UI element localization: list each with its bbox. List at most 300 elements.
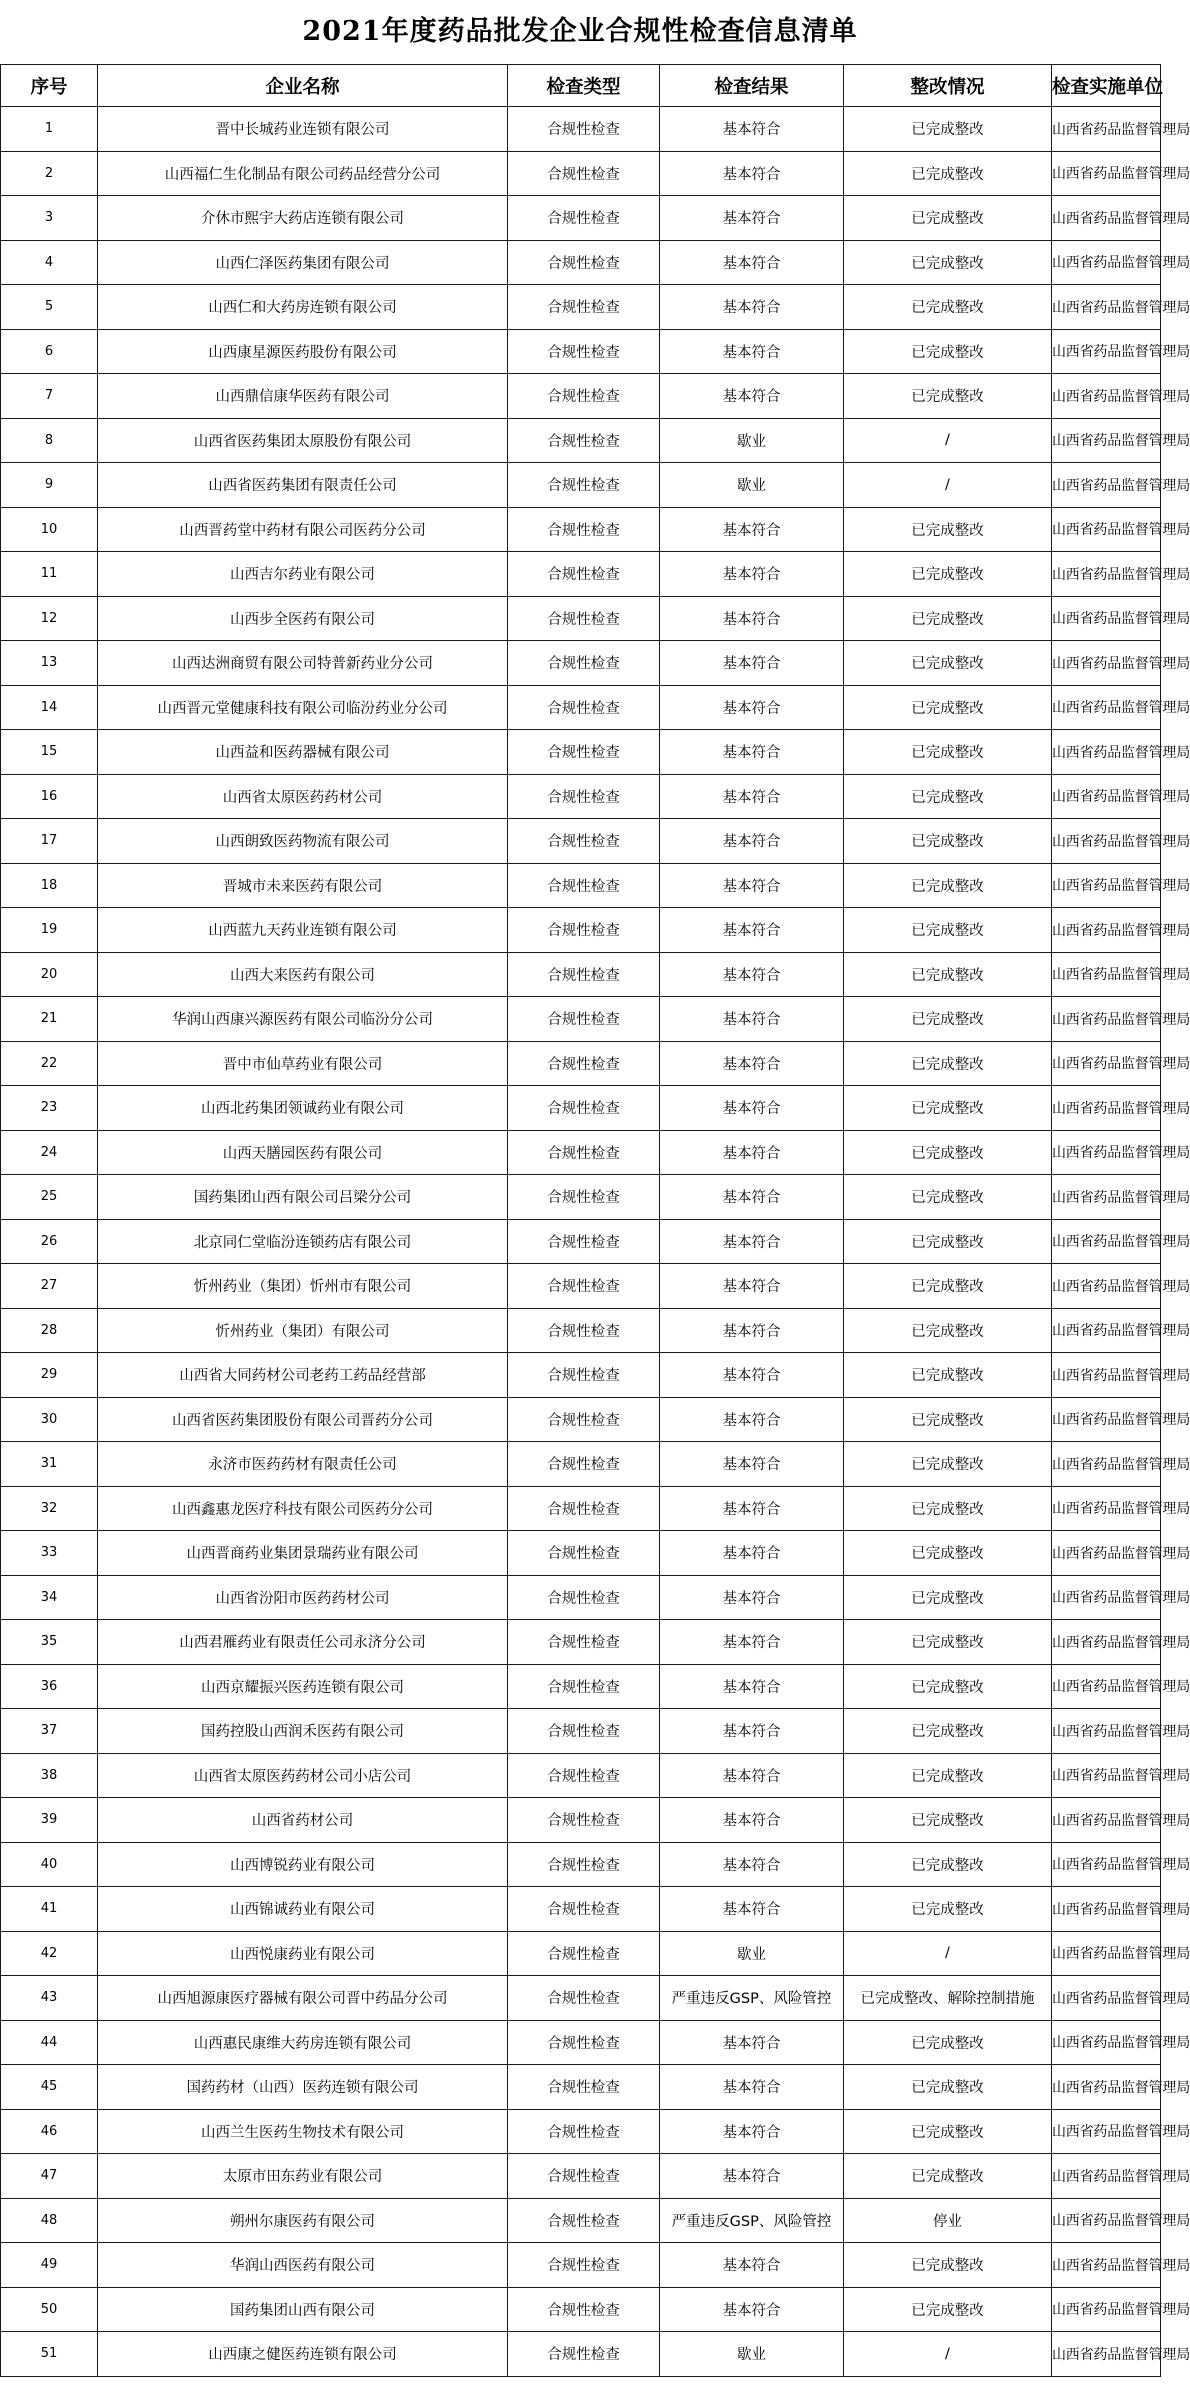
cell-inspection-result: 歇业 xyxy=(660,1931,844,1976)
table-row xyxy=(1,1219,1161,1264)
table-row xyxy=(1,2332,1161,2377)
cell-inspecting-unit: 山西省药品监督管理局 xyxy=(1052,374,1161,419)
cell-company-name: 山西仁和大药房连锁有限公司 xyxy=(98,285,508,330)
cell-inspecting-unit: 山西省药品监督管理局 xyxy=(1052,1976,1161,2021)
cell-index: 34 xyxy=(1,1575,98,1620)
cell-index: 38 xyxy=(1,1753,98,1798)
cell-index: 4 xyxy=(1,240,98,285)
cell-inspection-type: 合规性检查 xyxy=(508,1664,660,1709)
table-row xyxy=(1,1664,1161,1709)
cell-rectification: 已完成整改 xyxy=(844,1130,1052,1175)
cell-inspection-result: 基本符合 xyxy=(660,952,844,997)
cell-rectification: / xyxy=(844,418,1052,463)
cell-rectification: 已完成整改 xyxy=(844,507,1052,552)
cell-inspection-type: 合规性检查 xyxy=(508,2287,660,2332)
inspection-table xyxy=(0,64,1190,2377)
cell-inspecting-unit: 山西省药品监督管理局 xyxy=(1052,1130,1161,1175)
cell-company-name: 山西蓝九天药业连锁有限公司 xyxy=(98,908,508,953)
cell-inspection-type: 合规性检查 xyxy=(508,1842,660,1887)
cell-inspecting-unit: 山西省药品监督管理局 xyxy=(1052,863,1161,908)
cell-inspection-type: 合规性检查 xyxy=(508,463,660,508)
cell-rectification: 已完成整改 xyxy=(844,819,1052,864)
cell-inspection-result: 歇业 xyxy=(660,2332,844,2377)
cell-company-name: 国药药材（山西）医药连锁有限公司 xyxy=(98,2065,508,2110)
cell-rectification: 已完成整改 xyxy=(844,1709,1052,1754)
cell-company-name: 山西锦诚药业有限公司 xyxy=(98,1887,508,1932)
cell-inspecting-unit: 山西省药品监督管理局 xyxy=(1052,952,1161,997)
cell-inspection-result: 基本符合 xyxy=(660,2109,844,2154)
header-rectification: 整改情况 xyxy=(844,65,1052,107)
cell-rectification: 已完成整改 xyxy=(844,730,1052,775)
table-header-row xyxy=(1,65,1161,107)
cell-inspection-type: 合规性检查 xyxy=(508,1219,660,1264)
cell-company-name: 山西省汾阳市医药药材公司 xyxy=(98,1575,508,1620)
table-row xyxy=(1,418,1161,463)
cell-rectification: / xyxy=(844,1931,1052,1976)
cell-index: 9 xyxy=(1,463,98,508)
cell-index: 47 xyxy=(1,2154,98,2199)
cell-inspection-result: 基本符合 xyxy=(660,1086,844,1131)
header-inspection-result: 检查结果 xyxy=(660,65,844,107)
cell-inspecting-unit: 山西省药品监督管理局 xyxy=(1052,2154,1161,2199)
cell-company-name: 山西北药集团领诚药业有限公司 xyxy=(98,1086,508,1131)
cell-index: 20 xyxy=(1,952,98,997)
cell-inspection-result: 基本符合 xyxy=(660,507,844,552)
cell-inspecting-unit: 山西省药品监督管理局 xyxy=(1052,1798,1161,1843)
cell-index: 27 xyxy=(1,1264,98,1309)
cell-inspection-result: 基本符合 xyxy=(660,774,844,819)
cell-inspection-result: 基本符合 xyxy=(660,2287,844,2332)
cell-inspection-type: 合规性检查 xyxy=(508,641,660,686)
cell-inspection-result: 歇业 xyxy=(660,463,844,508)
table-row xyxy=(1,374,1161,419)
cell-company-name: 华润山西医药有限公司 xyxy=(98,2243,508,2288)
cell-inspection-type: 合规性检查 xyxy=(508,1086,660,1131)
cell-rectification: 已完成整改 xyxy=(844,2065,1052,2110)
cell-rectification: 已完成整改 xyxy=(844,1664,1052,1709)
cell-index: 45 xyxy=(1,2065,98,2110)
cell-inspection-type: 合规性检查 xyxy=(508,2198,660,2243)
cell-rectification: 已完成整改 xyxy=(844,1397,1052,1442)
cell-index: 21 xyxy=(1,997,98,1042)
cell-company-name: 山西步全医药有限公司 xyxy=(98,596,508,641)
cell-rectification: / xyxy=(844,463,1052,508)
cell-company-name: 山西康之健医药连锁有限公司 xyxy=(98,2332,508,2377)
cell-inspection-result: 基本符合 xyxy=(660,685,844,730)
cell-company-name: 山西省药材公司 xyxy=(98,1798,508,1843)
cell-inspection-result: 基本符合 xyxy=(660,2243,844,2288)
cell-index: 6 xyxy=(1,329,98,374)
cell-inspecting-unit: 山西省药品监督管理局 xyxy=(1052,819,1161,864)
cell-inspection-result: 歇业 xyxy=(660,418,844,463)
cell-index: 24 xyxy=(1,1130,98,1175)
cell-company-name: 山西省太原医药药材公司小店公司 xyxy=(98,1753,508,1798)
cell-inspection-type: 合规性检查 xyxy=(508,2154,660,2199)
cell-company-name: 忻州药业（集团）有限公司 xyxy=(98,1308,508,1353)
cell-inspection-type: 合规性检查 xyxy=(508,774,660,819)
cell-rectification: 已完成整改 xyxy=(844,196,1052,241)
table-row xyxy=(1,196,1161,241)
table-row xyxy=(1,329,1161,374)
cell-inspecting-unit: 山西省药品监督管理局 xyxy=(1052,329,1161,374)
cell-rectification: 已完成整改 xyxy=(844,774,1052,819)
cell-rectification: 已完成整改 xyxy=(844,1308,1052,1353)
cell-inspecting-unit: 山西省药品监督管理局 xyxy=(1052,2287,1161,2332)
cell-rectification: 已完成整改 xyxy=(844,1486,1052,1531)
cell-rectification: 已完成整改 xyxy=(844,1041,1052,1086)
cell-index: 50 xyxy=(1,2287,98,2332)
cell-inspection-type: 合规性检查 xyxy=(508,1442,660,1487)
cell-index: 23 xyxy=(1,1086,98,1131)
cell-rectification: 已完成整改 xyxy=(844,685,1052,730)
table-row xyxy=(1,1041,1161,1086)
header-inspection-type: 检查类型 xyxy=(508,65,660,107)
table-row xyxy=(1,1709,1161,1754)
cell-inspection-type: 合规性检查 xyxy=(508,1531,660,1576)
cell-company-name: 太原市田东药业有限公司 xyxy=(98,2154,508,2199)
cell-company-name: 山西大来医药有限公司 xyxy=(98,952,508,997)
cell-rectification: 已完成整改 xyxy=(844,2020,1052,2065)
table-row xyxy=(1,952,1161,997)
cell-rectification: 已完成整改 xyxy=(844,1620,1052,1665)
cell-inspection-result: 基本符合 xyxy=(660,997,844,1042)
table-row xyxy=(1,1130,1161,1175)
cell-inspection-result: 基本符合 xyxy=(660,596,844,641)
cell-inspecting-unit: 山西省药品监督管理局 xyxy=(1052,1086,1161,1131)
cell-inspection-type: 合规性检查 xyxy=(508,1887,660,1932)
cell-inspecting-unit: 山西省药品监督管理局 xyxy=(1052,2243,1161,2288)
cell-company-name: 晋中长城药业连锁有限公司 xyxy=(98,107,508,152)
cell-inspection-type: 合规性检查 xyxy=(508,1041,660,1086)
table-row xyxy=(1,2109,1161,2154)
cell-rectification: 已完成整改 xyxy=(844,1798,1052,1843)
cell-inspecting-unit: 山西省药品监督管理局 xyxy=(1052,596,1161,641)
table-row xyxy=(1,1397,1161,1442)
cell-inspection-result: 基本符合 xyxy=(660,329,844,374)
cell-inspection-result: 基本符合 xyxy=(660,151,844,196)
cell-inspecting-unit: 山西省药品监督管理局 xyxy=(1052,1353,1161,1398)
cell-inspection-type: 合规性检查 xyxy=(508,1130,660,1175)
table-row xyxy=(1,1442,1161,1487)
cell-index: 11 xyxy=(1,552,98,597)
cell-company-name: 山西天膳园医药有限公司 xyxy=(98,1130,508,1175)
table-row xyxy=(1,908,1161,953)
cell-inspecting-unit: 山西省药品监督管理局 xyxy=(1052,1709,1161,1754)
cell-rectification: 已完成整改 xyxy=(844,1887,1052,1932)
cell-company-name: 山西朗致医药物流有限公司 xyxy=(98,819,508,864)
cell-index: 44 xyxy=(1,2020,98,2065)
cell-inspection-result: 基本符合 xyxy=(660,1353,844,1398)
header-company-name: 企业名称 xyxy=(98,65,508,107)
cell-inspection-type: 合规性检查 xyxy=(508,285,660,330)
cell-rectification: 已完成整改 xyxy=(844,1842,1052,1887)
cell-company-name: 山西省医药集团太原股份有限公司 xyxy=(98,418,508,463)
cell-inspection-type: 合规性检查 xyxy=(508,863,660,908)
table-row xyxy=(1,863,1161,908)
cell-inspection-type: 合规性检查 xyxy=(508,1308,660,1353)
cell-inspection-type: 合规性检查 xyxy=(508,1397,660,1442)
cell-inspection-type: 合规性检查 xyxy=(508,685,660,730)
cell-rectification: 已完成整改 xyxy=(844,997,1052,1042)
cell-rectification: 已完成整改 xyxy=(844,1175,1052,1220)
cell-inspecting-unit: 山西省药品监督管理局 xyxy=(1052,1041,1161,1086)
cell-rectification: 已完成整改 xyxy=(844,1086,1052,1131)
cell-inspecting-unit: 山西省药品监督管理局 xyxy=(1052,1664,1161,1709)
cell-inspection-result: 基本符合 xyxy=(660,1753,844,1798)
cell-company-name: 山西晋药堂中药材有限公司医药分公司 xyxy=(98,507,508,552)
cell-inspecting-unit: 山西省药品监督管理局 xyxy=(1052,151,1161,196)
cell-company-name: 山西康星源医药股份有限公司 xyxy=(98,329,508,374)
cell-company-name: 永济市医药药材有限责任公司 xyxy=(98,1442,508,1487)
cell-rectification: 已完成整改 xyxy=(844,1531,1052,1576)
cell-inspection-result: 基本符合 xyxy=(660,240,844,285)
cell-inspection-type: 合规性检查 xyxy=(508,552,660,597)
cell-company-name: 山西旭源康医疗器械有限公司晋中药品分公司 xyxy=(98,1976,508,2021)
cell-index: 42 xyxy=(1,1931,98,1976)
cell-company-name: 国药集团山西有限公司吕梁分公司 xyxy=(98,1175,508,1220)
cell-inspection-type: 合规性检查 xyxy=(508,418,660,463)
cell-inspecting-unit: 山西省药品监督管理局 xyxy=(1052,240,1161,285)
table-row xyxy=(1,1086,1161,1131)
cell-inspection-result: 基本符合 xyxy=(660,1887,844,1932)
cell-inspection-result: 基本符合 xyxy=(660,1842,844,1887)
cell-inspecting-unit: 山西省药品监督管理局 xyxy=(1052,507,1161,552)
table-row xyxy=(1,596,1161,641)
cell-company-name: 山西晋元堂健康科技有限公司临汾药业分公司 xyxy=(98,685,508,730)
table-row xyxy=(1,685,1161,730)
cell-index: 7 xyxy=(1,374,98,419)
cell-index: 17 xyxy=(1,819,98,864)
cell-company-name: 山西省医药集团有限责任公司 xyxy=(98,463,508,508)
table-row xyxy=(1,285,1161,330)
cell-company-name: 山西达洲商贸有限公司特普新药业分公司 xyxy=(98,641,508,686)
cell-inspection-type: 合规性检查 xyxy=(508,329,660,374)
cell-inspecting-unit: 山西省药品监督管理局 xyxy=(1052,1620,1161,1665)
cell-company-name: 山西福仁生化制品有限公司药品经营分公司 xyxy=(98,151,508,196)
cell-rectification: 已完成整改 xyxy=(844,1575,1052,1620)
cell-inspecting-unit: 山西省药品监督管理局 xyxy=(1052,1219,1161,1264)
cell-inspection-type: 合规性检查 xyxy=(508,507,660,552)
cell-inspection-type: 合规性检查 xyxy=(508,596,660,641)
table-row xyxy=(1,1531,1161,1576)
table-row xyxy=(1,2287,1161,2332)
cell-inspecting-unit: 山西省药品监督管理局 xyxy=(1052,1575,1161,1620)
cell-rectification: 已完成整改 xyxy=(844,374,1052,419)
cell-inspection-type: 合规性检查 xyxy=(508,374,660,419)
cell-index: 16 xyxy=(1,774,98,819)
cell-index: 15 xyxy=(1,730,98,775)
cell-inspecting-unit: 山西省药品监督管理局 xyxy=(1052,1397,1161,1442)
cell-inspection-type: 合规性检查 xyxy=(508,1709,660,1754)
cell-inspection-result: 基本符合 xyxy=(660,1264,844,1309)
cell-inspection-result: 基本符合 xyxy=(660,1531,844,1576)
cell-index: 5 xyxy=(1,285,98,330)
cell-index: 3 xyxy=(1,196,98,241)
cell-rectification: 已完成整改 xyxy=(844,2243,1052,2288)
table-row xyxy=(1,1575,1161,1620)
table-row xyxy=(1,240,1161,285)
cell-inspection-result: 基本符合 xyxy=(660,1442,844,1487)
cell-inspection-result: 基本符合 xyxy=(660,1308,844,1353)
cell-rectification: 停业 xyxy=(844,2198,1052,2243)
cell-index: 22 xyxy=(1,1041,98,1086)
cell-inspecting-unit: 山西省药品监督管理局 xyxy=(1052,1931,1161,1976)
cell-inspection-type: 合规性检查 xyxy=(508,1486,660,1531)
cell-company-name: 山西京耀振兴医药连锁有限公司 xyxy=(98,1664,508,1709)
cell-inspecting-unit: 山西省药品监督管理局 xyxy=(1052,552,1161,597)
page-title: 2021年度药品批发企业合规性检查信息清单 xyxy=(302,16,858,47)
cell-inspection-type: 合规性检查 xyxy=(508,107,660,152)
cell-rectification: 已完成整改 xyxy=(844,908,1052,953)
cell-index: 51 xyxy=(1,2332,98,2377)
cell-company-name: 山西兰生医药生物技术有限公司 xyxy=(98,2109,508,2154)
cell-rectification: 已完成整改 xyxy=(844,1753,1052,1798)
cell-company-name: 山西鼎信康华医药有限公司 xyxy=(98,374,508,419)
cell-inspection-result: 基本符合 xyxy=(660,374,844,419)
cell-index: 28 xyxy=(1,1308,98,1353)
cell-inspecting-unit: 山西省药品监督管理局 xyxy=(1052,2198,1161,2243)
cell-index: 36 xyxy=(1,1664,98,1709)
cell-rectification: 已完成整改 xyxy=(844,2287,1052,2332)
cell-inspection-type: 合规性检查 xyxy=(508,997,660,1042)
cell-inspecting-unit: 山西省药品监督管理局 xyxy=(1052,997,1161,1042)
cell-inspecting-unit: 山西省药品监督管理局 xyxy=(1052,2109,1161,2154)
cell-inspection-result: 基本符合 xyxy=(660,1798,844,1843)
cell-inspection-result: 基本符合 xyxy=(660,1575,844,1620)
cell-inspection-type: 合规性检查 xyxy=(508,151,660,196)
cell-rectification: / xyxy=(844,2332,1052,2377)
cell-index: 26 xyxy=(1,1219,98,1264)
cell-index: 12 xyxy=(1,596,98,641)
cell-inspection-type: 合规性检查 xyxy=(508,819,660,864)
cell-index: 40 xyxy=(1,1842,98,1887)
cell-company-name: 忻州药业（集团）忻州市有限公司 xyxy=(98,1264,508,1309)
cell-inspection-result: 基本符合 xyxy=(660,1175,844,1220)
cell-inspection-result: 基本符合 xyxy=(660,1219,844,1264)
cell-index: 41 xyxy=(1,1887,98,1932)
cell-index: 1 xyxy=(1,107,98,152)
cell-inspection-type: 合规性检查 xyxy=(508,1264,660,1309)
cell-company-name: 山西鑫惠龙医疗科技有限公司医药分公司 xyxy=(98,1486,508,1531)
cell-rectification: 已完成整改 xyxy=(844,2109,1052,2154)
cell-company-name: 北京同仁堂临汾连锁药店有限公司 xyxy=(98,1219,508,1264)
cell-rectification: 已完成整改 xyxy=(844,1264,1052,1309)
cell-inspecting-unit: 山西省药品监督管理局 xyxy=(1052,641,1161,686)
cell-index: 14 xyxy=(1,685,98,730)
cell-inspection-type: 合规性检查 xyxy=(508,1976,660,2021)
cell-inspecting-unit: 山西省药品监督管理局 xyxy=(1052,1308,1161,1353)
cell-inspection-result: 基本符合 xyxy=(660,641,844,686)
cell-inspection-type: 合规性检查 xyxy=(508,2332,660,2377)
cell-index: 18 xyxy=(1,863,98,908)
cell-inspecting-unit: 山西省药品监督管理局 xyxy=(1052,1486,1161,1531)
cell-inspection-result: 基本符合 xyxy=(660,1130,844,1175)
cell-inspection-result: 基本符合 xyxy=(660,2154,844,2199)
table-row xyxy=(1,463,1161,508)
cell-inspection-result: 严重违反GSP、风险管控 xyxy=(660,2198,844,2243)
cell-inspection-type: 合规性检查 xyxy=(508,2020,660,2065)
table-row xyxy=(1,552,1161,597)
cell-rectification: 已完成整改 xyxy=(844,952,1052,997)
cell-company-name: 华润山西康兴源医药有限公司临汾分公司 xyxy=(98,997,508,1042)
table-row xyxy=(1,1887,1161,1932)
cell-company-name: 晋城市未来医药有限公司 xyxy=(98,863,508,908)
cell-rectification: 已完成整改、解除控制措施 xyxy=(844,1976,1052,2021)
cell-rectification: 已完成整改 xyxy=(844,285,1052,330)
cell-company-name: 山西晋商药业集团景瑞药业有限公司 xyxy=(98,1531,508,1576)
cell-company-name: 介休市熙宇大药店连锁有限公司 xyxy=(98,196,508,241)
cell-rectification: 已完成整改 xyxy=(844,329,1052,374)
cell-company-name: 山西省大同药材公司老药工药品经营部 xyxy=(98,1353,508,1398)
cell-inspection-type: 合规性检查 xyxy=(508,952,660,997)
cell-inspection-type: 合规性检查 xyxy=(508,1175,660,1220)
cell-inspecting-unit: 山西省药品监督管理局 xyxy=(1052,2332,1161,2377)
cell-inspection-type: 合规性检查 xyxy=(508,1931,660,1976)
cell-rectification: 已完成整改 xyxy=(844,1219,1052,1264)
cell-company-name: 山西博锐药业有限公司 xyxy=(98,1842,508,1887)
cell-index: 31 xyxy=(1,1442,98,1487)
cell-company-name: 山西省医药集团股份有限公司晋药分公司 xyxy=(98,1397,508,1442)
cell-company-name: 山西惠民康维大药房连锁有限公司 xyxy=(98,2020,508,2065)
table-row xyxy=(1,774,1161,819)
cell-rectification: 已完成整改 xyxy=(844,596,1052,641)
cell-inspecting-unit: 山西省药品监督管理局 xyxy=(1052,774,1161,819)
cell-company-name: 国药控股山西润禾医药有限公司 xyxy=(98,1709,508,1754)
table-row xyxy=(1,1486,1161,1531)
cell-inspection-type: 合规性检查 xyxy=(508,1620,660,1665)
cell-inspection-result: 基本符合 xyxy=(660,2065,844,2110)
table-row xyxy=(1,997,1161,1042)
cell-index: 10 xyxy=(1,507,98,552)
cell-rectification: 已完成整改 xyxy=(844,240,1052,285)
cell-rectification: 已完成整改 xyxy=(844,863,1052,908)
cell-index: 25 xyxy=(1,1175,98,1220)
cell-inspection-result: 基本符合 xyxy=(660,1397,844,1442)
cell-company-name: 山西益和医药器械有限公司 xyxy=(98,730,508,775)
cell-inspection-result: 基本符合 xyxy=(660,196,844,241)
table-row xyxy=(1,2198,1161,2243)
cell-inspection-result: 基本符合 xyxy=(660,1486,844,1531)
table-body xyxy=(1,107,1190,2377)
table-row xyxy=(1,730,1161,775)
header-index: 序号 xyxy=(1,65,98,107)
cell-inspection-type: 合规性检查 xyxy=(508,1798,660,1843)
cell-inspecting-unit: 山西省药品监督管理局 xyxy=(1052,2065,1161,2110)
cell-inspecting-unit: 山西省药品监督管理局 xyxy=(1052,1175,1161,1220)
header-inspecting-unit: 检查实施单位 xyxy=(1052,65,1161,107)
cell-inspection-result: 基本符合 xyxy=(660,1709,844,1754)
cell-index: 13 xyxy=(1,641,98,686)
cell-company-name: 山西省太原医药药材公司 xyxy=(98,774,508,819)
table-row xyxy=(1,1798,1161,1843)
cell-inspection-type: 合规性检查 xyxy=(508,196,660,241)
cell-index: 48 xyxy=(1,2198,98,2243)
cell-index: 49 xyxy=(1,2243,98,2288)
cell-inspection-result: 基本符合 xyxy=(660,107,844,152)
cell-inspection-type: 合规性检查 xyxy=(508,730,660,775)
table-row xyxy=(1,151,1161,196)
cell-inspection-result: 基本符合 xyxy=(660,730,844,775)
cell-company-name: 山西仁泽医药集团有限公司 xyxy=(98,240,508,285)
cell-inspection-type: 合规性检查 xyxy=(508,1753,660,1798)
cell-index: 37 xyxy=(1,1709,98,1754)
cell-company-name: 晋中市仙草药业有限公司 xyxy=(98,1041,508,1086)
cell-index: 39 xyxy=(1,1798,98,1843)
cell-inspecting-unit: 山西省药品监督管理局 xyxy=(1052,107,1161,152)
table-row xyxy=(1,1264,1161,1309)
cell-index: 46 xyxy=(1,2109,98,2154)
cell-company-name: 国药集团山西有限公司 xyxy=(98,2287,508,2332)
